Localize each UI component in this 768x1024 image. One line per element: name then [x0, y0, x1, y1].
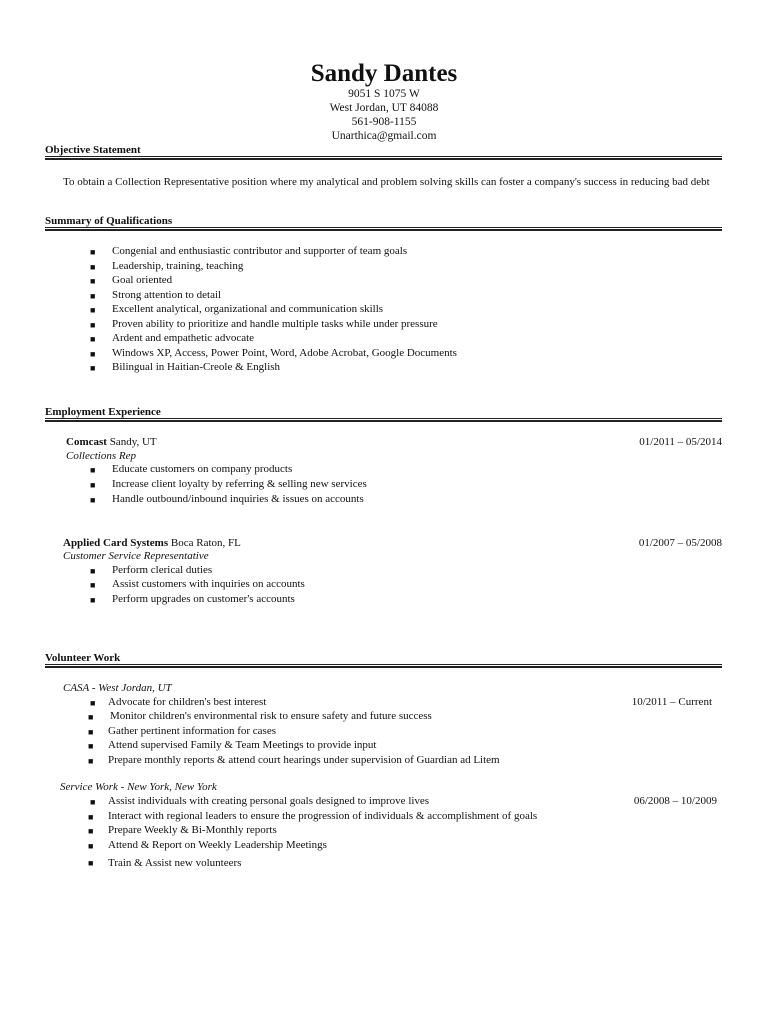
job-company-line: [66, 436, 157, 448]
bullet-icon: ■: [90, 595, 96, 605]
qualifications-heading: Summary of Qualifications: [45, 215, 173, 227]
list-item: Handle outbound/inbound inquiries & issues on accounts: [112, 493, 364, 505]
list-item: Ardent and empathetic advocate: [112, 332, 255, 344]
bullet-icon: ■: [90, 320, 96, 330]
job-dates: 01/2011 – 05/2014: [639, 436, 722, 448]
volunteer-dates: 10/2011 – Current: [631, 696, 712, 708]
bullet-icon: ■: [88, 756, 94, 766]
list-item: Congenial and enthusiastic contributor and supporter of team goals: [112, 245, 408, 257]
section-divider: [45, 158, 722, 160]
volunteer-dates: 06/2008 – 10/2009: [633, 795, 717, 807]
section-divider: [45, 666, 722, 668]
bullet-icon: ■: [90, 262, 96, 272]
job-location: Boca Raton, FL: [168, 537, 241, 549]
job-company: Comcast: [66, 436, 107, 448]
bullet-icon: ■: [90, 495, 96, 505]
employment-heading: Employment Experience: [45, 406, 161, 418]
bullet-icon: ■: [90, 291, 96, 301]
bullet-icon: ■: [90, 480, 96, 490]
list-item: Attend & Report on Weekly Leadership Meetings: [108, 839, 327, 851]
list-item: Leadership, training, teaching: [112, 260, 244, 272]
job-company: Applied Card Systems: [63, 537, 169, 549]
list-item: Monitor children's environmental risk to ensure safety and future success: [110, 710, 432, 722]
job-title: Collections Rep: [66, 450, 136, 462]
section-divider: [45, 664, 722, 665]
bullet-icon: ■: [88, 741, 94, 751]
list-item: Windows XP, Access, Power Point, Word, Adobe Acrobat, Google Documents: [112, 347, 457, 359]
list-item: Interact with regional leaders to ensure the progression of individuals & accomplishment of goals: [108, 810, 538, 822]
section-divider: [45, 227, 722, 228]
volunteer-org: Service Work - New York, New York: [60, 781, 217, 793]
bullet-icon: ■: [90, 305, 96, 315]
section-divider: [45, 229, 722, 231]
list-item: Excellent analytical, organizational and communication skills: [112, 303, 384, 315]
section-divider: [45, 420, 722, 422]
list-item: Perform clerical duties: [112, 564, 213, 576]
list-item: Advocate for children's best interest: [108, 696, 267, 708]
resume-name: Sandy Dantes: [310, 60, 458, 87]
bullet-icon: ■: [90, 349, 96, 359]
bullet-icon: ■: [88, 727, 94, 737]
bullet-icon: ■: [88, 826, 94, 836]
list-item: Educate customers on company products: [112, 463, 293, 475]
bullet-icon: ■: [88, 812, 94, 822]
bullet-icon: ■: [90, 580, 96, 590]
bullet-icon: ■: [90, 334, 96, 344]
list-item: Train & Assist new volunteers: [108, 857, 242, 869]
section-divider: [45, 418, 722, 419]
bullet-icon: ■: [88, 841, 94, 851]
objective-heading: Objective Statement: [45, 144, 141, 156]
phone-number: 561-908-1155: [351, 116, 417, 128]
volunteer-heading: Volunteer Work: [45, 652, 121, 664]
list-item: Prepare monthly reports & attend court hearings under supervision of Guardian ad Litem: [108, 754, 500, 766]
job-dates: 01/2007 – 05/2008: [638, 537, 722, 549]
bullet-icon: ■: [90, 363, 96, 373]
volunteer-org: CASA - West Jordan, UT: [63, 682, 172, 694]
job-location: Sandy, UT: [106, 436, 157, 448]
list-item: Assist customers with inquiries on accounts: [112, 578, 305, 590]
bullet-icon: ■: [90, 465, 96, 475]
list-item: Prepare Weekly & Bi-Monthly reports: [108, 824, 277, 836]
bullet-icon: ■: [90, 276, 96, 286]
list-item: Proven ability to prioritize and handle multiple tasks while under pressure: [112, 318, 438, 330]
bullet-icon: ■: [88, 858, 94, 868]
address-line-1: 9051 S 1075 W: [348, 88, 420, 100]
job-company-line: [63, 537, 241, 549]
list-item: Assist individuals with creating personal goals designed to improve lives: [108, 795, 430, 807]
email-address: Unarthica@gmail.com: [331, 130, 437, 142]
bullet-icon: ■: [88, 712, 94, 722]
address-line-2: West Jordan, UT 84088: [329, 102, 439, 114]
bullet-icon: ■: [90, 566, 96, 576]
list-item: Goal oriented: [112, 274, 173, 286]
list-item: Perform upgrades on customer's accounts: [112, 593, 295, 605]
bullet-icon: ■: [90, 247, 96, 257]
job-title: Customer Service Representative: [63, 550, 209, 562]
list-item: Bilingual in Haitian-Creole & English: [112, 361, 281, 373]
list-item: Increase client loyalty by referring & selling new services: [112, 478, 367, 490]
section-divider: [45, 156, 722, 157]
list-item: Gather pertinent information for cases: [108, 725, 276, 737]
bullet-icon: ■: [90, 698, 96, 708]
list-item: Attend supervised Family & Team Meetings to provide input: [108, 739, 377, 751]
objective-text: To obtain a Collection Representative position where my analytical and problem solving skills can foster a company's success in reducing bad debt: [63, 176, 710, 188]
list-item: Strong attention to detail: [112, 289, 222, 301]
bullet-icon: ■: [90, 797, 96, 807]
